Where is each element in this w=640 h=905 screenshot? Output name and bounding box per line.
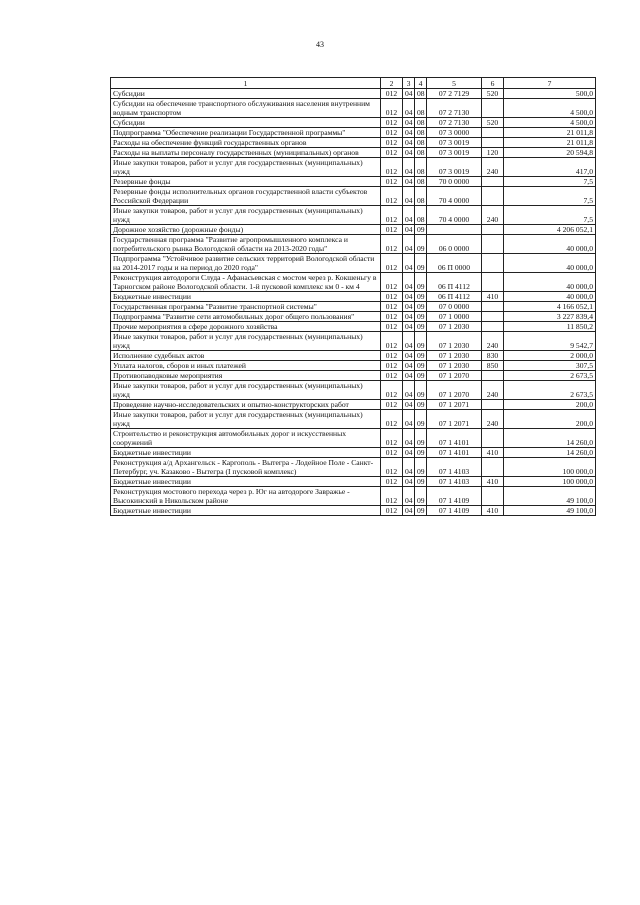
cell-amount: 2 000,0 — [504, 351, 596, 361]
column-header: 3 — [403, 78, 415, 89]
column-header: 6 — [482, 78, 504, 89]
cell-expense-type — [482, 273, 504, 292]
cell-amount: 49 100,0 — [504, 487, 596, 506]
row-name: Государственная программа "Развитие агропромышленного комплекса и потребительского рынка Вологодской области на 2013-2020 годы" — [111, 235, 381, 254]
cell-section-code: 04 — [403, 448, 415, 458]
cell-expense-type: 850 — [482, 361, 504, 371]
cell-amount: 40 000,0 — [504, 273, 596, 292]
table-row — [111, 235, 596, 254]
page-number: 43 — [316, 40, 324, 49]
budget-table — [110, 77, 596, 516]
row-name: Прочие мероприятия в сфере дорожного хозяйства — [111, 322, 381, 332]
cell-section-code: 04 — [403, 225, 415, 235]
cell-amount: 500,0 — [504, 89, 596, 99]
table-row — [111, 477, 596, 487]
table-row — [111, 506, 596, 516]
cell-target-code: 70 4 0000 — [427, 187, 482, 206]
cell-expense-type — [482, 322, 504, 332]
cell-subsection-code: 09 — [415, 506, 427, 516]
cell-ministry-code: 012 — [381, 99, 403, 118]
cell-expense-type — [482, 187, 504, 206]
cell-target-code: 70 4 0000 — [427, 206, 482, 225]
row-name: Подпрограмма "Развитие сети автомобильных дорог общего пользования" — [111, 312, 381, 322]
table-row — [111, 99, 596, 118]
cell-subsection-code: 08 — [415, 128, 427, 138]
table-row — [111, 312, 596, 322]
cell-subsection-code: 09 — [415, 225, 427, 235]
cell-amount: 2 673,5 — [504, 371, 596, 381]
row-name: Бюджетные инвестиции — [111, 448, 381, 458]
table-row — [111, 273, 596, 292]
cell-section-code: 04 — [403, 273, 415, 292]
table-row — [111, 118, 596, 128]
row-name: Реконструкция мостового перехода через р. Юг на автодороге Завражье - Высокинский в Никольском районе — [111, 487, 381, 506]
cell-target-code: 07 0 0000 — [427, 302, 482, 312]
cell-section-code: 04 — [403, 292, 415, 302]
cell-target-code: 07 1 4101 — [427, 429, 482, 448]
cell-expense-type: 240 — [482, 381, 504, 400]
row-name: Субсидии — [111, 118, 381, 128]
cell-expense-type: 410 — [482, 292, 504, 302]
cell-subsection-code: 09 — [415, 400, 427, 410]
column-header: 7 — [504, 78, 596, 89]
cell-ministry-code: 012 — [381, 448, 403, 458]
table-row — [111, 371, 596, 381]
cell-ministry-code: 012 — [381, 381, 403, 400]
cell-ministry-code: 012 — [381, 292, 403, 302]
row-name: Субсидии на обеспечение транспортного обслуживания населения внутренним водным транспортом — [111, 99, 381, 118]
table-row — [111, 158, 596, 177]
cell-ministry-code: 012 — [381, 302, 403, 312]
cell-ministry-code: 012 — [381, 177, 403, 187]
cell-section-code: 04 — [403, 371, 415, 381]
cell-ministry-code: 012 — [381, 361, 403, 371]
row-name: Подпрограмма "Устойчивое развитие сельских территорий Вологодской области на 2014-2017 годы и на период до 2020 года" — [111, 254, 381, 273]
cell-subsection-code: 09 — [415, 292, 427, 302]
cell-ministry-code: 012 — [381, 429, 403, 448]
cell-subsection-code: 09 — [415, 458, 427, 477]
cell-ministry-code: 012 — [381, 487, 403, 506]
cell-ministry-code: 012 — [381, 148, 403, 158]
cell-amount: 40 000,0 — [504, 235, 596, 254]
cell-target-code: 07 1 4109 — [427, 506, 482, 516]
cell-target-code: 06 П 4112 — [427, 292, 482, 302]
cell-amount: 14 260,0 — [504, 448, 596, 458]
cell-amount: 4 500,0 — [504, 99, 596, 118]
column-header: 5 — [427, 78, 482, 89]
cell-target-code: 07 1 2071 — [427, 400, 482, 410]
cell-target-code: 70 0 0000 — [427, 177, 482, 187]
cell-expense-type — [482, 400, 504, 410]
cell-expense-type: 410 — [482, 448, 504, 458]
cell-amount: 11 850,2 — [504, 322, 596, 332]
cell-target-code: 07 3 0000 — [427, 128, 482, 138]
cell-section-code: 04 — [403, 312, 415, 322]
cell-amount: 200,0 — [504, 400, 596, 410]
cell-section-code: 04 — [403, 477, 415, 487]
cell-section-code: 04 — [403, 187, 415, 206]
table-row — [111, 400, 596, 410]
cell-ministry-code: 012 — [381, 206, 403, 225]
row-name: Резервные фонды исполнительных органов государственной власти субъектов Российской Федерации — [111, 187, 381, 206]
table-row — [111, 254, 596, 273]
table-row — [111, 429, 596, 448]
row-name: Иные закупки товаров, работ и услуг для государственных (муниципальных) нужд — [111, 410, 381, 429]
table-row — [111, 351, 596, 361]
row-name: Противопаводковые мероприятия — [111, 371, 381, 381]
cell-target-code: 06 П 0000 — [427, 254, 482, 273]
cell-subsection-code: 09 — [415, 351, 427, 361]
cell-subsection-code: 09 — [415, 302, 427, 312]
cell-amount: 100 000,0 — [504, 458, 596, 477]
cell-ministry-code: 012 — [381, 332, 403, 351]
cell-target-code: 07 3 0019 — [427, 138, 482, 148]
cell-subsection-code: 09 — [415, 487, 427, 506]
cell-expense-type — [482, 128, 504, 138]
cell-subsection-code: 09 — [415, 312, 427, 322]
table-row — [111, 187, 596, 206]
cell-amount: 40 000,0 — [504, 292, 596, 302]
cell-amount: 14 260,0 — [504, 429, 596, 448]
cell-target-code: 06 П 4112 — [427, 273, 482, 292]
cell-amount: 7,5 — [504, 187, 596, 206]
cell-section-code: 04 — [403, 302, 415, 312]
table-row — [111, 322, 596, 332]
cell-target-code: 07 2 7129 — [427, 89, 482, 99]
row-name: Резервные фонды — [111, 177, 381, 187]
cell-target-code: 07 1 4101 — [427, 448, 482, 458]
cell-target-code: 07 1 2071 — [427, 410, 482, 429]
cell-expense-type: 240 — [482, 158, 504, 177]
cell-section-code: 04 — [403, 458, 415, 477]
cell-expense-type: 240 — [482, 332, 504, 351]
row-name: Реконструкция а/д Архангельск - Каргополь - Вытегра - Лодейное Поле - Санкт-Петербург, уч. Казаково - Вытегра (I пусковой комплекс) — [111, 458, 381, 477]
cell-subsection-code: 08 — [415, 187, 427, 206]
cell-expense-type — [482, 177, 504, 187]
table-row — [111, 487, 596, 506]
row-name: Субсидии — [111, 89, 381, 99]
cell-expense-type — [482, 487, 504, 506]
cell-expense-type — [482, 302, 504, 312]
table-row — [111, 148, 596, 158]
table-row — [111, 225, 596, 235]
cell-expense-type: 830 — [482, 351, 504, 361]
cell-target-code: 07 1 2030 — [427, 332, 482, 351]
cell-subsection-code: 09 — [415, 273, 427, 292]
cell-ministry-code: 012 — [381, 273, 403, 292]
cell-amount: 21 011,8 — [504, 128, 596, 138]
cell-section-code: 04 — [403, 381, 415, 400]
cell-expense-type: 240 — [482, 410, 504, 429]
cell-subsection-code: 09 — [415, 322, 427, 332]
cell-ministry-code: 012 — [381, 118, 403, 128]
cell-ministry-code: 012 — [381, 235, 403, 254]
cell-expense-type: 410 — [482, 477, 504, 487]
cell-target-code: 07 1 4109 — [427, 487, 482, 506]
row-name: Проведение научно-исследовательских и опытно-конструкторских работ — [111, 400, 381, 410]
cell-ministry-code: 012 — [381, 254, 403, 273]
cell-subsection-code: 08 — [415, 89, 427, 99]
cell-amount: 9 542,7 — [504, 332, 596, 351]
cell-target-code: 07 1 4103 — [427, 477, 482, 487]
table-row — [111, 448, 596, 458]
cell-amount: 4 500,0 — [504, 118, 596, 128]
table-row — [111, 292, 596, 302]
column-header: 1 — [111, 78, 381, 89]
cell-ministry-code: 012 — [381, 138, 403, 148]
column-header: 2 — [381, 78, 403, 89]
cell-expense-type — [482, 371, 504, 381]
cell-expense-type: 410 — [482, 506, 504, 516]
cell-expense-type: 520 — [482, 118, 504, 128]
cell-section-code: 04 — [403, 429, 415, 448]
table-row — [111, 332, 596, 351]
cell-subsection-code: 08 — [415, 148, 427, 158]
row-name: Иные закупки товаров, работ и услуг для государственных (муниципальных) нужд — [111, 381, 381, 400]
cell-section-code: 04 — [403, 322, 415, 332]
cell-expense-type — [482, 254, 504, 273]
cell-target-code — [427, 225, 482, 235]
cell-expense-type — [482, 225, 504, 235]
cell-ministry-code: 012 — [381, 225, 403, 235]
row-name: Иные закупки товаров, работ и услуг для государственных (муниципальных) нужд — [111, 332, 381, 351]
cell-subsection-code: 09 — [415, 410, 427, 429]
cell-target-code: 07 1 2030 — [427, 322, 482, 332]
cell-ministry-code: 012 — [381, 312, 403, 322]
row-name: Бюджетные инвестиции — [111, 506, 381, 516]
cell-ministry-code: 012 — [381, 458, 403, 477]
row-name: Иные закупки товаров, работ и услуг для государственных (муниципальных) нужд — [111, 158, 381, 177]
table-row — [111, 89, 596, 99]
cell-amount: 21 011,8 — [504, 138, 596, 148]
cell-amount: 49 100,0 — [504, 506, 596, 516]
table-row — [111, 138, 596, 148]
cell-section-code: 04 — [403, 361, 415, 371]
cell-section-code: 04 — [403, 128, 415, 138]
table-body — [111, 78, 596, 516]
table-row — [111, 410, 596, 429]
row-name: Государственная программа "Развитие транспортной системы" — [111, 302, 381, 312]
row-name: Исполнение судебных актов — [111, 351, 381, 361]
cell-section-code: 04 — [403, 351, 415, 361]
row-name: Расходы на обеспечение функций государственных органов — [111, 138, 381, 148]
row-name: Бюджетные инвестиции — [111, 292, 381, 302]
cell-amount: 3 227 839,4 — [504, 312, 596, 322]
cell-amount: 200,0 — [504, 410, 596, 429]
cell-subsection-code: 08 — [415, 177, 427, 187]
table-row — [111, 361, 596, 371]
cell-section-code: 04 — [403, 332, 415, 351]
cell-target-code: 07 1 2070 — [427, 381, 482, 400]
column-header: 4 — [415, 78, 427, 89]
cell-subsection-code: 09 — [415, 429, 427, 448]
cell-amount: 4 166 052,1 — [504, 302, 596, 312]
row-name: Иные закупки товаров, работ и услуг для государственных (муниципальных) нужд — [111, 206, 381, 225]
cell-subsection-code: 09 — [415, 235, 427, 254]
table-row — [111, 302, 596, 312]
row-name: Реконструкция автодороги Слуда - Афанасьевская с мостом через р. Кокшеньгу в Тарногском районе Вологодской области. 1-й пусковой комплекс км 0 - км 4 — [111, 273, 381, 292]
cell-subsection-code: 08 — [415, 118, 427, 128]
cell-section-code: 04 — [403, 118, 415, 128]
cell-section-code: 04 — [403, 158, 415, 177]
cell-subsection-code: 08 — [415, 138, 427, 148]
cell-subsection-code: 09 — [415, 254, 427, 273]
cell-ministry-code: 012 — [381, 477, 403, 487]
cell-ministry-code: 012 — [381, 400, 403, 410]
cell-amount: 7,5 — [504, 177, 596, 187]
cell-section-code: 04 — [403, 235, 415, 254]
cell-section-code: 04 — [403, 400, 415, 410]
cell-amount: 100 000,0 — [504, 477, 596, 487]
cell-section-code: 04 — [403, 138, 415, 148]
cell-target-code: 06 0 0000 — [427, 235, 482, 254]
cell-expense-type: 120 — [482, 148, 504, 158]
row-name: Строительство и реконструкция автомобильных дорог и искусственных сооружений — [111, 429, 381, 448]
cell-ministry-code: 012 — [381, 322, 403, 332]
cell-target-code: 07 1 4103 — [427, 458, 482, 477]
row-name: Дорожное хозяйство (дорожные фонды) — [111, 225, 381, 235]
cell-target-code: 07 3 0019 — [427, 158, 482, 177]
cell-section-code: 04 — [403, 410, 415, 429]
cell-expense-type: 520 — [482, 89, 504, 99]
cell-amount: 2 673,5 — [504, 381, 596, 400]
cell-section-code: 04 — [403, 506, 415, 516]
cell-expense-type: 240 — [482, 206, 504, 225]
cell-subsection-code: 08 — [415, 99, 427, 118]
cell-ministry-code: 012 — [381, 506, 403, 516]
cell-subsection-code: 09 — [415, 381, 427, 400]
cell-amount: 417,0 — [504, 158, 596, 177]
cell-ministry-code: 012 — [381, 351, 403, 361]
cell-ministry-code: 012 — [381, 128, 403, 138]
cell-target-code: 07 3 0019 — [427, 148, 482, 158]
cell-subsection-code: 09 — [415, 477, 427, 487]
cell-amount: 4 206 052,1 — [504, 225, 596, 235]
cell-section-code: 04 — [403, 99, 415, 118]
row-name: Расходы на выплаты персоналу государственных (муниципальных) органов — [111, 148, 381, 158]
cell-target-code: 07 1 0000 — [427, 312, 482, 322]
row-name: Бюджетные инвестиции — [111, 477, 381, 487]
cell-ministry-code: 012 — [381, 187, 403, 206]
cell-section-code: 04 — [403, 89, 415, 99]
cell-section-code: 04 — [403, 254, 415, 273]
table-header-row — [111, 78, 596, 89]
cell-section-code: 04 — [403, 487, 415, 506]
cell-expense-type — [482, 235, 504, 254]
cell-expense-type — [482, 312, 504, 322]
cell-expense-type — [482, 458, 504, 477]
cell-subsection-code: 08 — [415, 206, 427, 225]
row-name: Уплата налогов, сборов и иных платежей — [111, 361, 381, 371]
cell-amount: 7,5 — [504, 206, 596, 225]
cell-subsection-code: 09 — [415, 332, 427, 351]
cell-target-code: 07 2 7130 — [427, 99, 482, 118]
cell-ministry-code: 012 — [381, 158, 403, 177]
cell-subsection-code: 09 — [415, 371, 427, 381]
cell-expense-type — [482, 429, 504, 448]
cell-amount: 307,5 — [504, 361, 596, 371]
cell-subsection-code: 08 — [415, 158, 427, 177]
row-name: Подпрограмма "Обеспечение реализации Государственной программы" — [111, 128, 381, 138]
cell-target-code: 07 1 2030 — [427, 361, 482, 371]
cell-subsection-code: 09 — [415, 448, 427, 458]
cell-section-code: 04 — [403, 177, 415, 187]
cell-section-code: 04 — [403, 206, 415, 225]
cell-expense-type — [482, 99, 504, 118]
table-row — [111, 128, 596, 138]
cell-amount: 20 594,8 — [504, 148, 596, 158]
cell-section-code: 04 — [403, 148, 415, 158]
cell-ministry-code: 012 — [381, 371, 403, 381]
table-row — [111, 206, 596, 225]
table-row — [111, 381, 596, 400]
table-row — [111, 458, 596, 477]
cell-subsection-code: 09 — [415, 361, 427, 371]
cell-target-code: 07 1 2030 — [427, 351, 482, 361]
cell-target-code: 07 1 2070 — [427, 371, 482, 381]
cell-ministry-code: 012 — [381, 410, 403, 429]
cell-target-code: 07 2 7130 — [427, 118, 482, 128]
table-row — [111, 177, 596, 187]
cell-expense-type — [482, 138, 504, 148]
cell-amount: 40 000,0 — [504, 254, 596, 273]
cell-ministry-code: 012 — [381, 89, 403, 99]
